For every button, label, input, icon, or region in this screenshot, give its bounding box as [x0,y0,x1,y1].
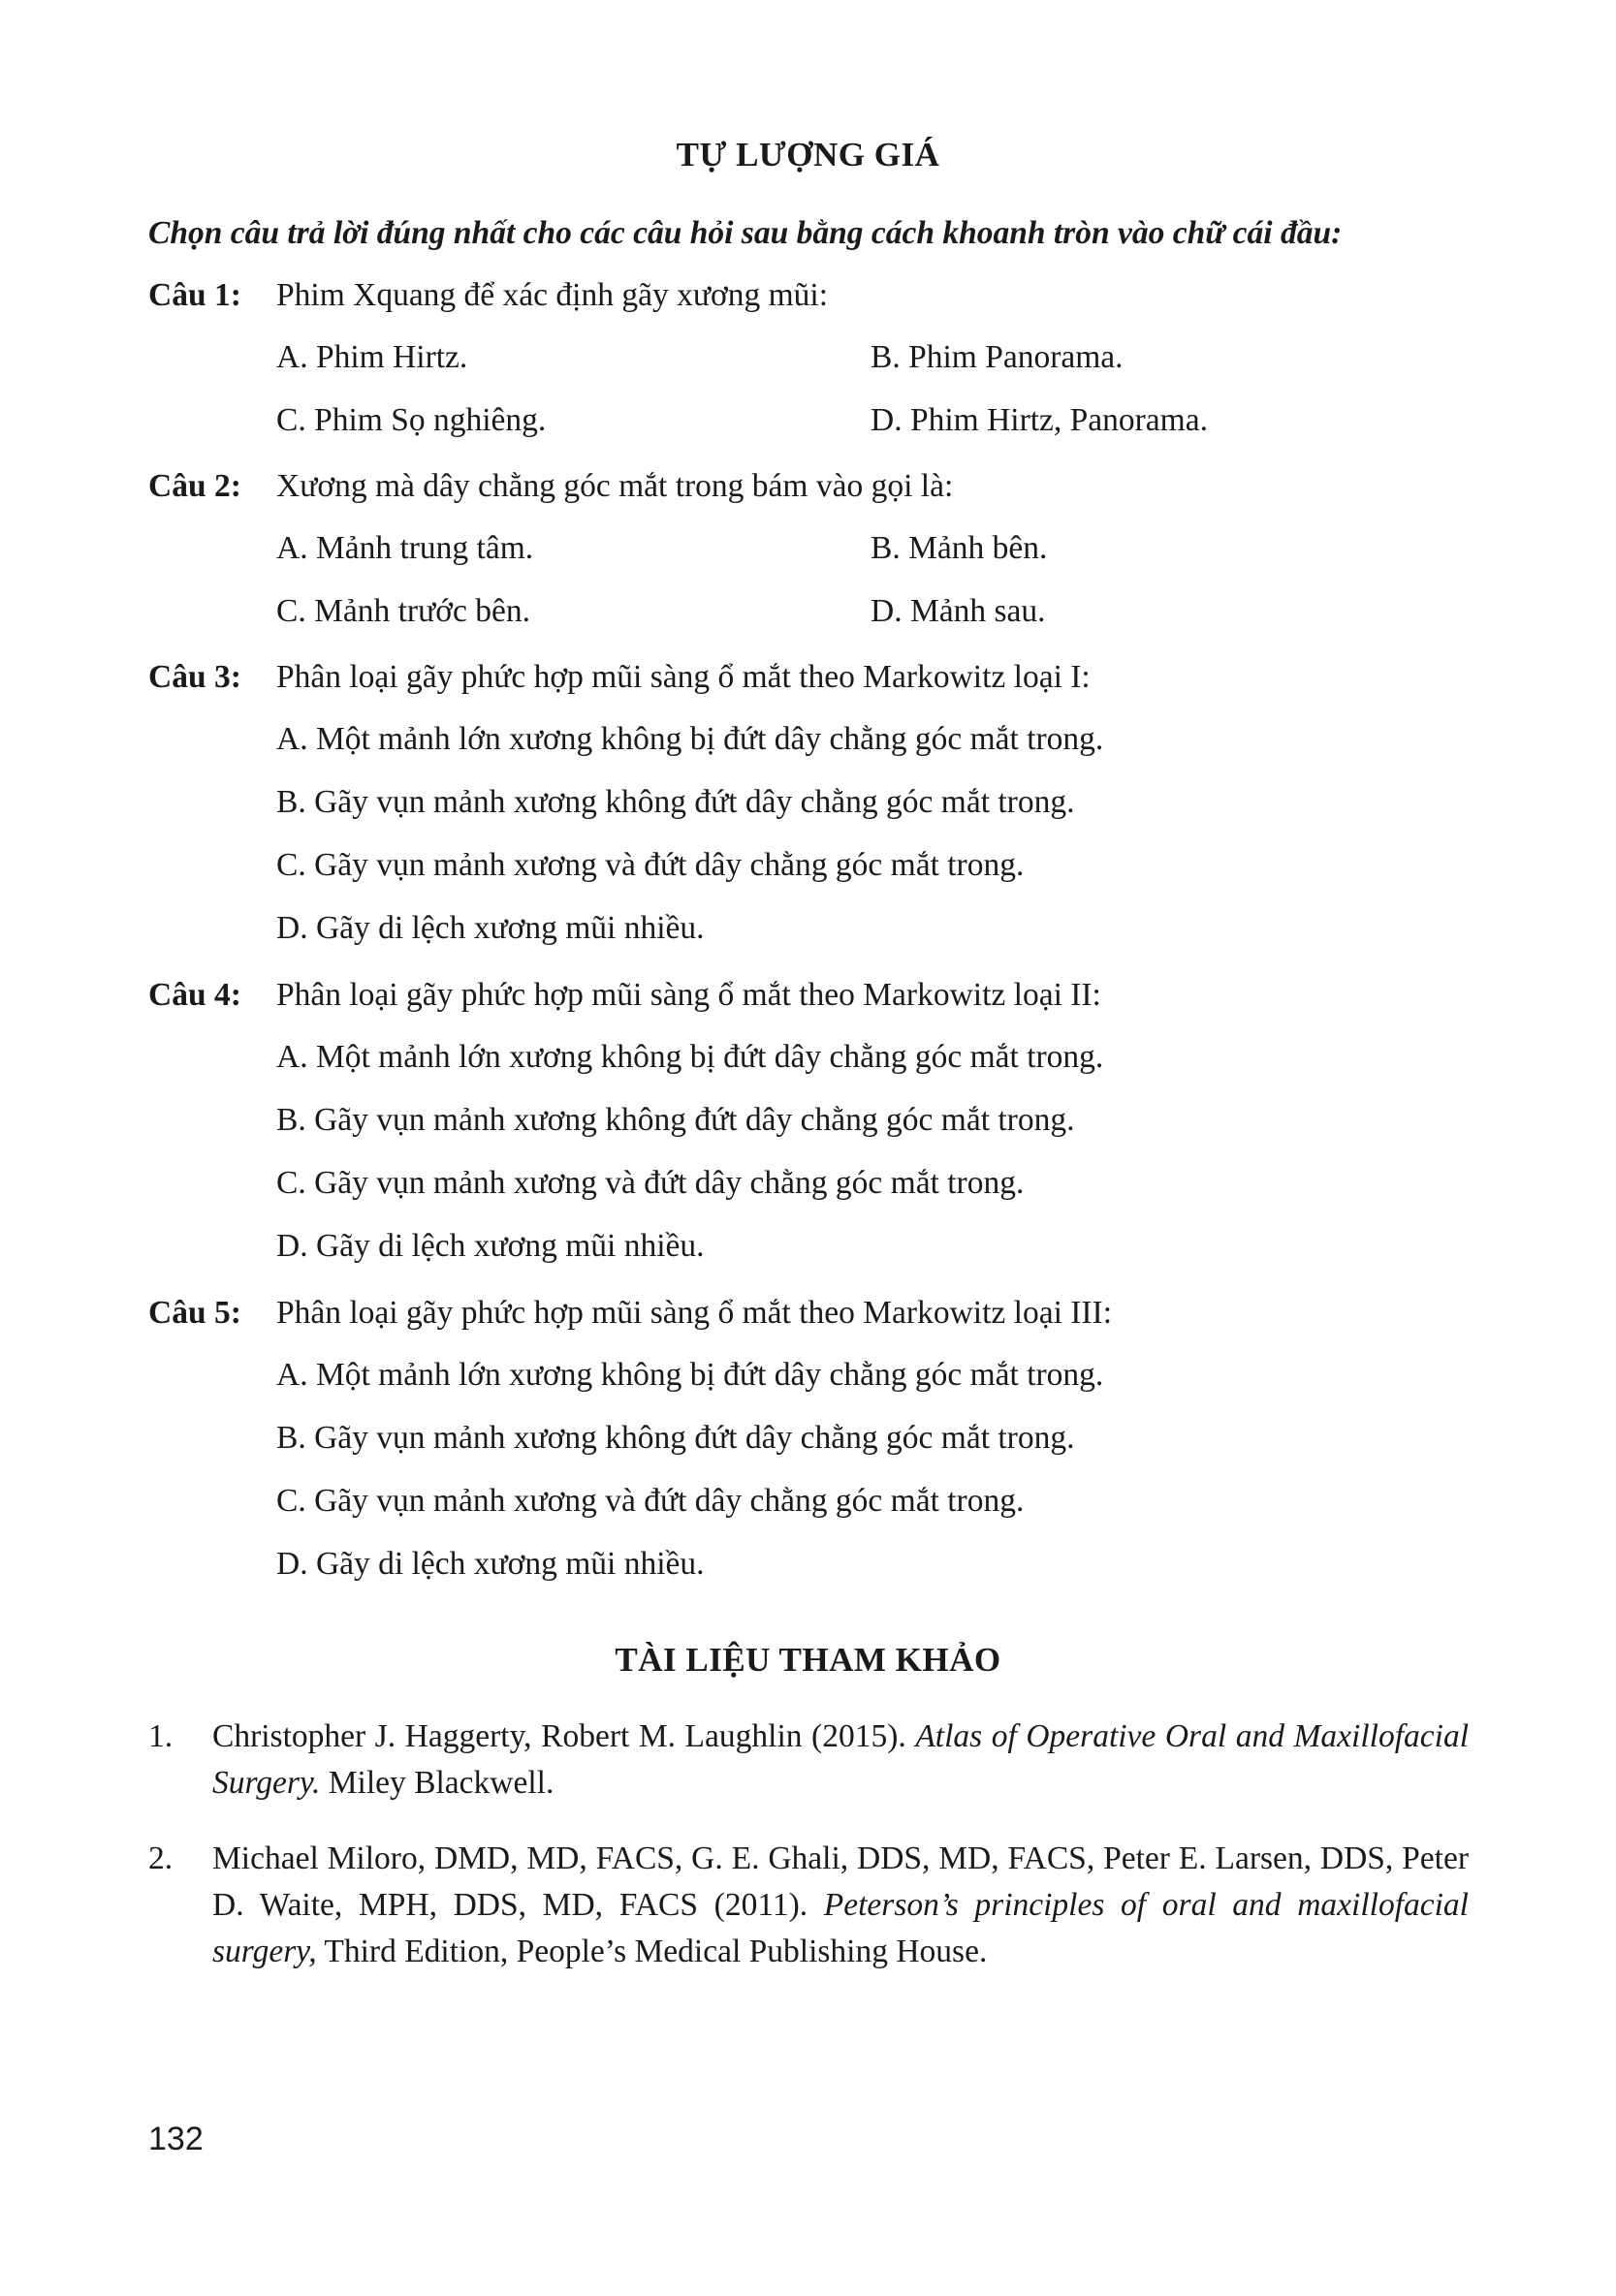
option-d: D. Gãy di lệch xương mũi nhiều. [276,1228,705,1264]
reference-authors: Michael Miloro, DMD, MD, FACS, G. E. Ghali, DDS, MD, FACS, Peter E. Larsen, DDS, Peter D. Waite, MPH, DDS, MD, FACS (2011). [212,1840,1469,1923]
question-text: Phân loại gãy phức hợp mũi sàng ổ mắt theo Markowitz loại III: [276,1295,1113,1331]
option-d: D. Gãy di lệch xương mũi nhiều. [276,1546,705,1582]
question-3 [148,659,1486,973]
question-text: Phim Xquang để xác định gãy xương mũi: [276,277,829,313]
option-c: C. Phim Sọ nghiêng. [276,402,547,438]
option-a: A. Một mảnh lớn xương không bị đứt dây chằng góc mắt trong. [276,1039,1104,1075]
reference-list [148,1714,1469,2004]
option-a: A. Mảnh trung tâm. [276,530,534,566]
option-b: B. Mảnh bên. [871,530,1048,566]
question-1 [148,277,1486,465]
option-b: B. Gãy vụn mảnh xương không đứt dây chằng góc mắt trong. [276,1420,1075,1456]
reference-title: Atlas of Operative Oral and Maxillofacial Surgery. [212,1718,1469,1801]
option-a: A. Một mảnh lớn xương không bị đứt dây chằng góc mắt trong. [276,721,1104,757]
option-c: C. Gãy vụn mảnh xương và đứt dây chằng góc mắt trong. [276,847,1025,883]
option-b: B. Phim Panorama. [871,339,1124,375]
option-a: A. Một mảnh lớn xương không bị đứt dây chằng góc mắt trong. [276,1357,1104,1393]
option-d: D. Phim Hirtz, Panorama. [871,402,1208,438]
question-label: Câu 3: [148,659,241,695]
option-c: C. Gãy vụn mảnh xương và đứt dây chằng góc mắt trong. [276,1165,1025,1201]
option-a: A. Phim Hirtz. [276,339,468,375]
page-number: 132 [148,2121,204,2157]
option-b: B. Gãy vụn mảnh xương không đứt dây chằng góc mắt trong. [276,1102,1075,1138]
instruction-text: Chọn câu trả lời đúng nhất cho các câu hỏi sau bằng cách khoanh tròn vào chữ cái đầu: [148,215,1343,251]
reference-item [148,1714,1469,1807]
question-label: Câu 1: [148,277,241,313]
question-2 [148,468,1486,656]
reference-title: Peterson’s principles of oral and maxillofacial surgery, [212,1887,1469,1969]
reference-authors: Christopher J. Haggerty, Robert M. Laughlin (2015). [212,1718,916,1754]
question-label: Câu 4: [148,977,241,1013]
reference-publisher: Third Edition, People’s Medical Publishing House. [316,1934,988,1969]
reference-publisher: Miley Blackwell. [320,1765,555,1801]
reference-number: 1. [148,1718,174,1754]
question-label: Câu 2: [148,468,241,504]
references-title: TÀI LIỆU THAM KHẢO [615,1641,1001,1679]
question-5 [148,1295,1486,1609]
reference-item [148,1836,1469,1975]
question-text: Xương mà dây chằng góc mắt trong bám vào gọi là: [276,468,954,504]
question-text: Phân loại gãy phức hợp mũi sàng ổ mắt theo Markowitz loại I: [276,659,1091,695]
question-text: Phân loại gãy phức hợp mũi sàng ổ mắt theo Markowitz loại II: [276,977,1101,1013]
reference-number: 2. [148,1840,174,1876]
option-b: B. Gãy vụn mảnh xương không đứt dây chằng góc mắt trong. [276,784,1075,820]
question-label: Câu 5: [148,1295,241,1331]
section-title: TỰ LƯỢNG GIÁ [676,136,940,173]
option-c: C. Mảnh trước bên. [276,593,530,629]
question-4 [148,977,1486,1291]
option-d: D. Gãy di lệch xương mũi nhiều. [276,910,705,946]
option-c: C. Gãy vụn mảnh xương và đứt dây chằng góc mắt trong. [276,1483,1025,1519]
option-d: D. Mảnh sau. [871,593,1046,629]
